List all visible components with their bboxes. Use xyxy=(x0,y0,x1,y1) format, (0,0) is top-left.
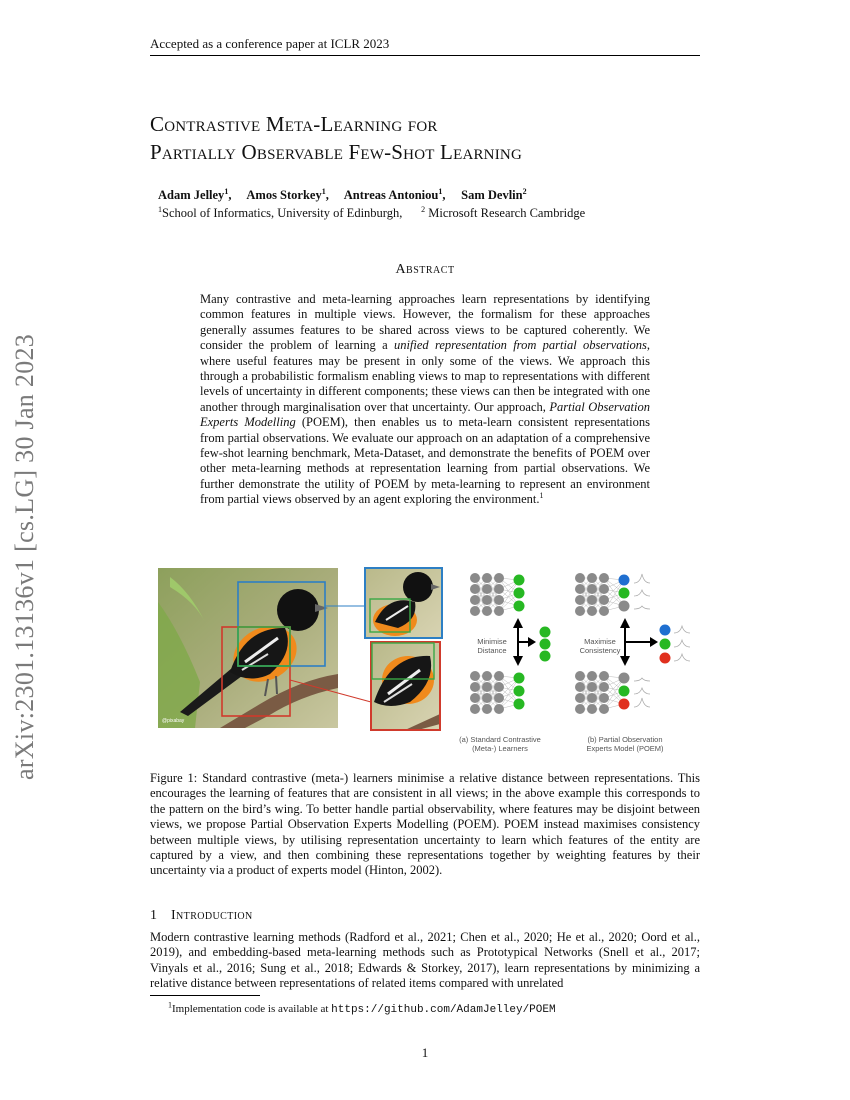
footnote-text: Implementation code is available at xyxy=(172,1003,332,1015)
network-node xyxy=(575,682,585,692)
output-node xyxy=(514,673,525,684)
output-node xyxy=(514,699,525,710)
network-node xyxy=(470,704,480,714)
network-node xyxy=(587,606,597,616)
section-number: 1 xyxy=(150,908,157,923)
network-node xyxy=(494,682,504,692)
output-node xyxy=(514,575,525,586)
network-node xyxy=(470,671,480,681)
network-node xyxy=(470,595,480,605)
abstract-text: (POEM), then enables us to meta-learn consistent representations from partial observations. We evaluate our approach on an adaptation of a comprehensive few-shot learning benchmark, Meta-Dataset, and demonstrate the benefits of POEM over other meta-learning methods at representation learning from partial observations. We further demonstrate the utility of POEM by meta-learning to represent an environment from partial views observed by an agent exploring the environment. xyxy=(200,415,650,507)
network-node xyxy=(494,704,504,714)
network-node xyxy=(587,584,597,594)
running-header: Accepted as a conference paper at ICLR 2023 xyxy=(150,36,390,51)
network-node xyxy=(587,693,597,703)
affiliation-mark: 2 xyxy=(421,204,426,214)
uncertainty-curve xyxy=(634,590,650,596)
title-line-2: Partially Observable Few-Shot Learning xyxy=(150,140,522,164)
aggregate-node xyxy=(660,639,671,650)
network-node xyxy=(575,595,585,605)
title-line-1: Contrastive Meta-Learning for xyxy=(150,112,438,136)
output-node xyxy=(619,699,630,710)
output-node xyxy=(514,601,525,612)
uncertainty-curve xyxy=(634,606,650,609)
author-affiliation-mark: 2 xyxy=(522,186,527,196)
blue-crop-view xyxy=(365,568,442,638)
subcaption-b-line1: (b) Partial Observation xyxy=(587,735,663,744)
paper-title xyxy=(150,110,522,166)
aggregate-node xyxy=(540,651,551,662)
section-heading xyxy=(150,908,253,924)
subcaption-a-line2: (Meta-) Learners xyxy=(472,744,528,753)
network-node xyxy=(470,584,480,594)
output-node xyxy=(619,601,630,612)
network-node xyxy=(494,595,504,605)
network-node xyxy=(575,584,585,594)
network-node xyxy=(482,573,492,583)
subcaption-b-line2: Experts Model (POEM) xyxy=(586,744,664,753)
network-node xyxy=(470,693,480,703)
maximise-arrow xyxy=(620,618,658,666)
minimise-label-line2: Distance xyxy=(477,646,507,655)
page-number: 1 xyxy=(421,1045,429,1060)
figure-caption: Figure 1: Standard contrastive (meta-) learners minimise a relative distance between representations. This encourages the learning of features that are consistent in all views; in the above example this corresponds to the pattern on the bird’s wing. To better handle partial observability, where features may be disjoint between views, we propose Partial Observation Experts Modelling (POEM). POEM instead maximises consistency between multiple views, by utilising representation uncertainty to learn which features of the entity are captured by a view, and then combining these representations together by weighting features by their uncertainty via a product of experts model (Hinton, 2002). xyxy=(150,771,700,878)
abstract-emphasis: unified representation from partial observations xyxy=(393,338,647,353)
network-node xyxy=(482,704,492,714)
uncertainty-curve xyxy=(634,688,650,694)
network-node xyxy=(470,606,480,616)
introduction-text: Modern contrastive learning methods (Radford et al., 2021; Chen et al., 2020; He et al., 2020; Oord et al., 2019), and embedding-based meta-learning methods such as Prototypical Networks (Snell et al., 2017; Vinyals et al., 2016; Sung et al., 2018; Edwards & Storkey, 2017), learn representations by minimizing a relative distance between representations of related items compared with unrelated xyxy=(150,930,700,991)
network-node xyxy=(494,671,504,681)
figure-1 xyxy=(150,562,710,762)
affiliations xyxy=(158,206,585,221)
network-node xyxy=(494,573,504,583)
network-node xyxy=(599,671,609,681)
network-node xyxy=(599,584,609,594)
abstract-text: , where useful features may be present in only some of the views. We approach this through a probabilistic formalism enabling views to map to representations with different levels of uncertainty in different components; these views can then be integrated with one another through marginalisation over that uncertainty. Our approach, xyxy=(200,338,650,414)
aggregate-node xyxy=(540,639,551,650)
output-node xyxy=(619,686,630,697)
network-node xyxy=(587,573,597,583)
code-link[interactable]: https://github.com/AdamJelley/POEM xyxy=(331,1004,556,1016)
network-node xyxy=(599,595,609,605)
photo-credit: @pixabay xyxy=(162,718,185,724)
network-node xyxy=(599,704,609,714)
author-name: Amos Storkey xyxy=(246,188,322,202)
network-node xyxy=(482,584,492,594)
network-node xyxy=(494,693,504,703)
uncertainty-curve xyxy=(674,640,690,647)
output-node xyxy=(619,588,630,599)
abstract-heading: Abstract xyxy=(395,262,455,277)
red-crop-view xyxy=(371,642,440,730)
network-node xyxy=(575,693,585,703)
network-node xyxy=(587,671,597,681)
output-node xyxy=(619,575,630,586)
network-node xyxy=(587,595,597,605)
affiliation-text: Microsoft Research Cambridge xyxy=(428,206,586,220)
affiliation-text: School of Informatics, University of Edinburgh, xyxy=(162,206,403,220)
bird-photo xyxy=(158,568,338,728)
output-node xyxy=(514,686,525,697)
network-node xyxy=(482,682,492,692)
network-node xyxy=(482,595,492,605)
minimise-arrow xyxy=(513,618,536,666)
footnote-rule xyxy=(150,995,260,996)
network-node xyxy=(587,682,597,692)
abstract-text: Many contrastive and meta-learning approaches learn representations by identifying common features in multiple views. However, the formalism for these approaches generally assumes features to be shared across views to be captured coherently. We consider the problem of learning a xyxy=(200,292,650,353)
aggregate-node xyxy=(660,625,671,636)
network-node xyxy=(575,573,585,583)
minimise-label-line1: Minimise xyxy=(477,637,507,646)
aggregate-node xyxy=(540,627,551,638)
uncertainty-curve xyxy=(674,626,690,633)
arxiv-stamp: arXiv:2301.13136v1 [cs.LG] 30 Jan 2023 xyxy=(10,333,39,780)
footnote-marker[interactable]: 1 xyxy=(539,491,544,501)
author-affiliation-mark: 1 xyxy=(321,186,326,196)
maximise-label-line1: Maximise xyxy=(584,637,616,646)
aggregate-node xyxy=(660,653,671,664)
output-node xyxy=(619,673,630,684)
affiliation-mark: 1 xyxy=(158,204,162,214)
subcaption-a-line1: (a) Standard Contrastive xyxy=(459,735,541,744)
author-name: Sam Devlin xyxy=(461,188,523,202)
abstract-emphasis: Partial Observation Experts Modelling xyxy=(200,399,651,430)
network-node xyxy=(494,584,504,594)
network-node xyxy=(575,671,585,681)
uncertainty-curve xyxy=(634,678,650,681)
section-title: Introduction xyxy=(171,908,253,923)
footnote-number: 1 xyxy=(168,1000,172,1010)
output-node xyxy=(514,588,525,599)
network-node xyxy=(599,606,609,616)
uncertainty-curve xyxy=(634,698,650,707)
author-list: Adam Jelley$^1$, Amos Storkey$^1$, Antreas Antoniou$^1$, Sam Devlin$^2$ xyxy=(158,186,527,202)
abstract-body xyxy=(200,292,650,508)
header-rule xyxy=(150,55,700,56)
author-name: Antreas Antoniou xyxy=(343,188,439,202)
network-node xyxy=(575,606,585,616)
footnote xyxy=(168,1000,556,1016)
network-node xyxy=(482,671,492,681)
network-node xyxy=(482,606,492,616)
network-node xyxy=(575,704,585,714)
network-node xyxy=(587,704,597,714)
maximise-label-line2: Consistency xyxy=(579,646,621,655)
uncertainty-curve xyxy=(674,654,690,661)
network-node xyxy=(599,693,609,703)
author-name: Adam Jelley xyxy=(158,188,225,202)
network-node xyxy=(482,693,492,703)
network-node xyxy=(599,682,609,692)
network-node xyxy=(470,573,480,583)
author-affiliation-mark: 1 xyxy=(438,186,443,196)
network-node xyxy=(470,682,480,692)
network-node xyxy=(599,573,609,583)
author-affiliation-mark: 1 xyxy=(224,186,229,196)
uncertainty-curve xyxy=(634,574,650,583)
network-node xyxy=(494,606,504,616)
